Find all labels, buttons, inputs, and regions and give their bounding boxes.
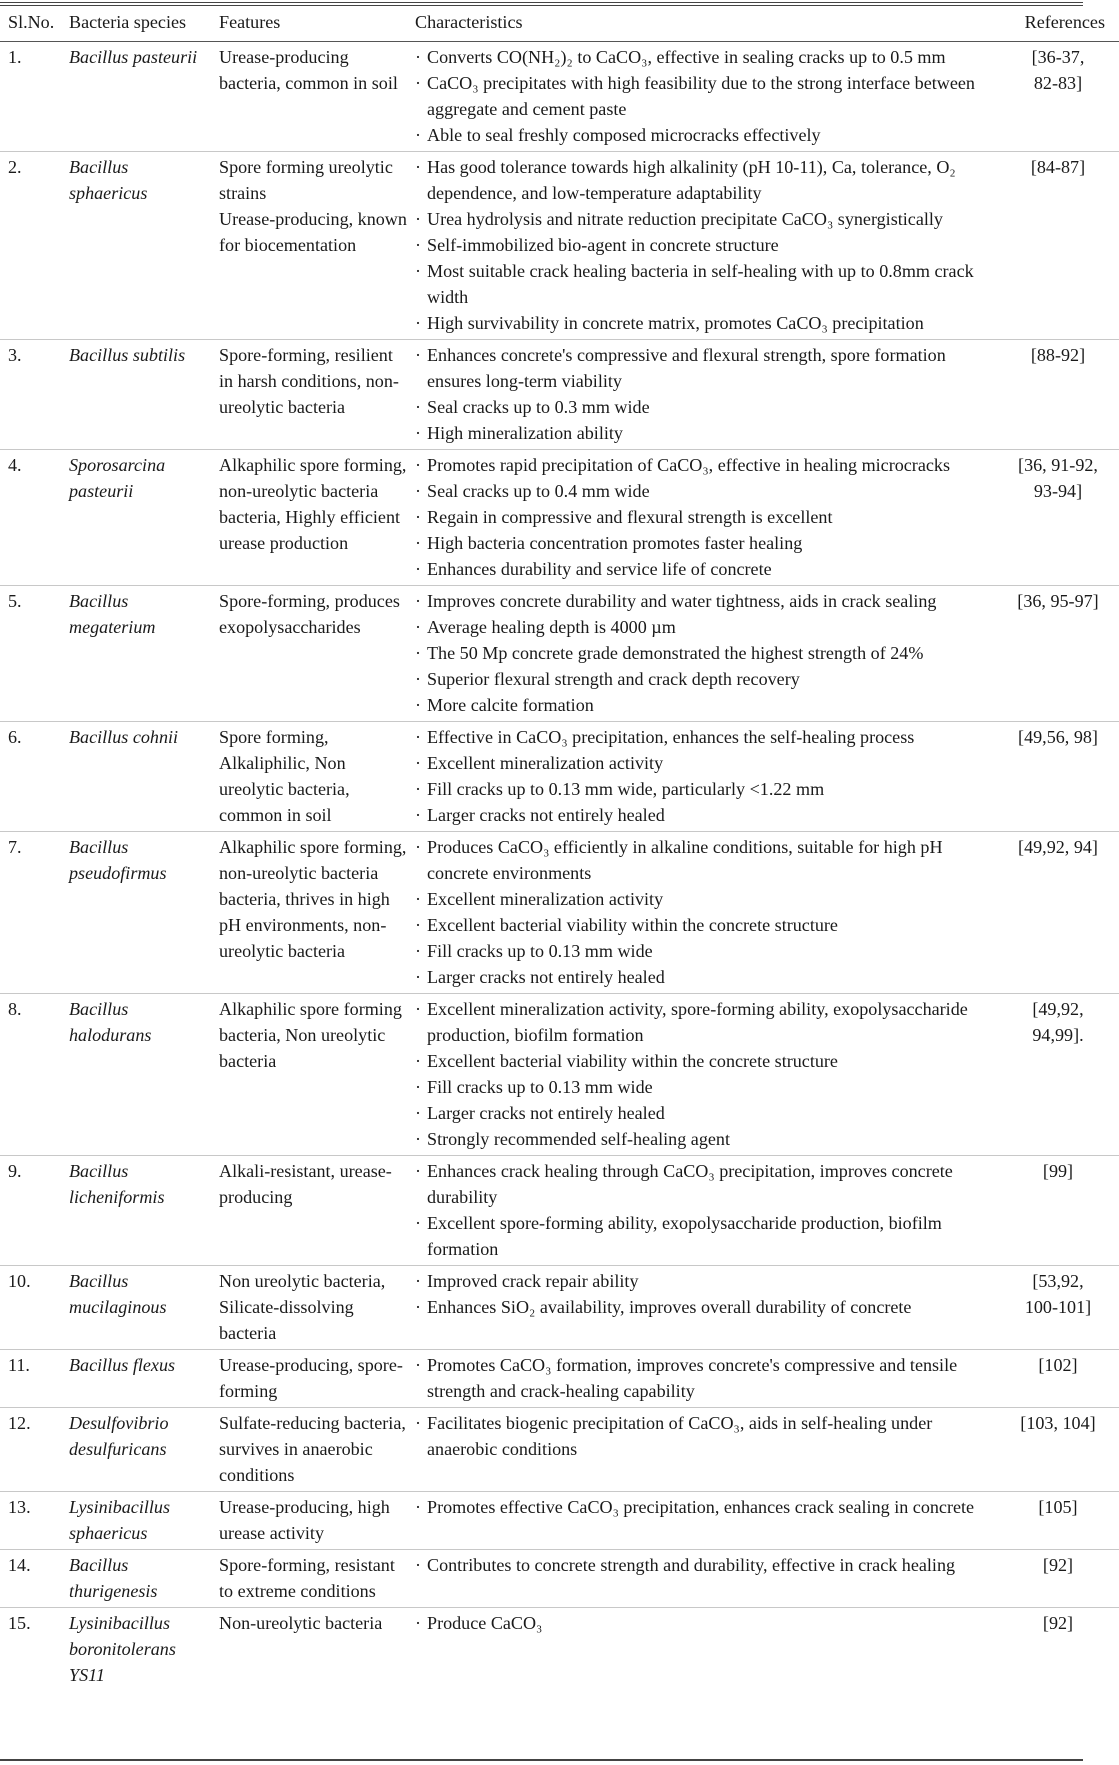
references-cell: [92] bbox=[997, 1550, 1119, 1608]
table-row bbox=[0, 832, 1119, 994]
species-name: Bacillus halodurans bbox=[69, 994, 211, 1156]
header-species: Bacteria species bbox=[69, 9, 211, 42]
characteristic-item: · CaCO₃ precipitates with high feasibility due to the strong interface between aggregate and cement paste bbox=[415, 70, 997, 122]
characteristics-cell bbox=[409, 1492, 997, 1550]
row-number: 6. bbox=[0, 722, 69, 832]
characteristics-list bbox=[415, 1158, 997, 1262]
characteristic-item: · Excellent mineralization activity, spore-forming ability, exopolysaccharide production, biofilm formation bbox=[415, 996, 997, 1048]
references-cell: [102] bbox=[997, 1350, 1119, 1408]
characteristics-list bbox=[415, 1410, 997, 1462]
characteristic-item: · The 50 Mp concrete grade demonstrated the highest strength of 24% bbox=[415, 640, 997, 666]
characteristic-item: · Larger cracks not entirely healed bbox=[415, 1100, 997, 1126]
features-cell: Spore-forming, resistant to extreme conditions bbox=[211, 1550, 409, 1608]
characteristics-list bbox=[415, 342, 997, 446]
features-cell: Non ureolytic bacteria, Silicate-dissolving bacteria bbox=[211, 1266, 409, 1350]
header-row bbox=[0, 9, 1119, 42]
characteristic-item: · Effective in CaCO₃ precipitation, enhances the self-healing process bbox=[415, 724, 997, 750]
characteristic-item: · Most suitable crack healing bacteria in self-healing with up to 0.8mm crack width bbox=[415, 258, 997, 310]
species-name: Bacillus flexus bbox=[69, 1350, 211, 1408]
table-header bbox=[0, 9, 1119, 42]
table-row bbox=[0, 42, 1119, 152]
row-number: 14. bbox=[0, 1550, 69, 1608]
characteristics-list bbox=[415, 1610, 997, 1636]
characteristics-list bbox=[415, 1352, 997, 1404]
table-row bbox=[0, 450, 1119, 586]
row-number: 1. bbox=[0, 42, 69, 152]
characteristics-cell bbox=[409, 1408, 997, 1492]
characteristics-list bbox=[415, 724, 997, 828]
species-name: Desulfovibrio desulfuricans bbox=[69, 1408, 211, 1492]
table-row bbox=[0, 1550, 1119, 1608]
species-name: Bacillus subtilis bbox=[69, 340, 211, 450]
references-cell: [36, 91-92, 93-94] bbox=[997, 450, 1119, 586]
characteristic-item: · Urea hydrolysis and nitrate reduction precipitate CaCO₃ synergistically bbox=[415, 206, 997, 232]
characteristic-item: · Enhances crack healing through CaCO₃ precipitation, improves concrete durability bbox=[415, 1158, 997, 1210]
table-row bbox=[0, 722, 1119, 832]
characteristic-item: · Seal cracks up to 0.4 mm wide bbox=[415, 478, 997, 504]
characteristics-cell bbox=[409, 586, 997, 722]
references-cell: [88-92] bbox=[997, 340, 1119, 450]
row-number: 4. bbox=[0, 450, 69, 586]
references-cell: [84-87] bbox=[997, 152, 1119, 340]
table-row bbox=[0, 1608, 1119, 1692]
characteristics-cell bbox=[409, 42, 997, 152]
references-cell: [49,92, 94,99]. bbox=[997, 994, 1119, 1156]
species-name: Sporosarcina pasteurii bbox=[69, 450, 211, 586]
references-cell: [103, 104] bbox=[997, 1408, 1119, 1492]
characteristic-item: · Larger cracks not entirely healed bbox=[415, 802, 997, 828]
features-cell: Urease-producing, spore-forming bbox=[211, 1350, 409, 1408]
characteristics-cell bbox=[409, 994, 997, 1156]
characteristic-item: · Facilitates biogenic precipitation of CaCO₃, aids in self-healing under anaerobic conditions bbox=[415, 1410, 997, 1462]
species-name: Bacillus megaterium bbox=[69, 586, 211, 722]
header-features: Features bbox=[211, 9, 409, 42]
row-number: 10. bbox=[0, 1266, 69, 1350]
references-cell: [36, 95-97] bbox=[997, 586, 1119, 722]
features-cell: Alkaphilic spore forming, non-ureolytic bacteria bacteria, thrives in high pH environments, non-ureolytic bacteria bbox=[211, 832, 409, 994]
table-row bbox=[0, 1350, 1119, 1408]
characteristics-cell bbox=[409, 1156, 997, 1266]
row-number: 2. bbox=[0, 152, 69, 340]
table-row bbox=[0, 586, 1119, 722]
species-name: Bacillus licheniformis bbox=[69, 1156, 211, 1266]
characteristic-item: · Average healing depth is 4000 µm bbox=[415, 614, 997, 640]
header-references: References bbox=[997, 9, 1119, 42]
characteristic-item: · Fill cracks up to 0.13 mm wide, particularly <1.22 mm bbox=[415, 776, 997, 802]
references-cell: [49,56, 98] bbox=[997, 722, 1119, 832]
characteristic-item: · Promotes rapid precipitation of CaCO₃, effective in healing microcracks bbox=[415, 452, 997, 478]
characteristics-cell bbox=[409, 152, 997, 340]
features-cell: Alkali-resistant, urease-producing bbox=[211, 1156, 409, 1266]
table-row bbox=[0, 1408, 1119, 1492]
characteristic-item: · Excellent mineralization activity bbox=[415, 886, 997, 912]
characteristic-item: · Regain in compressive and flexural strength is excellent bbox=[415, 504, 997, 530]
references-cell: [53,92, 100-101] bbox=[997, 1266, 1119, 1350]
row-number: 7. bbox=[0, 832, 69, 994]
features-cell: Alkaphilic spore forming, non-ureolytic bacteria bacteria, Highly efficient urease production bbox=[211, 450, 409, 586]
table-row bbox=[0, 340, 1119, 450]
characteristic-item: · Promotes effective CaCO₃ precipitation, enhances crack sealing in concrete bbox=[415, 1494, 997, 1520]
characteristic-item: · Strongly recommended self-healing agent bbox=[415, 1126, 997, 1152]
table-row bbox=[0, 1266, 1119, 1350]
characteristic-item: · Able to seal freshly composed microcracks effectively bbox=[415, 122, 997, 148]
characteristics-cell bbox=[409, 1350, 997, 1408]
species-name: Bacillus thurigenesis bbox=[69, 1550, 211, 1608]
characteristic-item: · Has good tolerance towards high alkalinity (pH 10-11), Ca, tolerance, O₂ dependence, and low-temperature adaptability bbox=[415, 154, 997, 206]
references-cell: [36-37, 82-83] bbox=[997, 42, 1119, 152]
characteristic-item: · Fill cracks up to 0.13 mm wide bbox=[415, 1074, 997, 1100]
characteristic-item: · Excellent mineralization activity bbox=[415, 750, 997, 776]
top-rule-outer bbox=[0, 2, 1083, 3]
references-cell: [49,92, 94] bbox=[997, 832, 1119, 994]
characteristics-cell bbox=[409, 450, 997, 586]
characteristic-item: · Improves concrete durability and water tightness, aids in crack sealing bbox=[415, 588, 997, 614]
species-name: Bacillus mucilaginous bbox=[69, 1266, 211, 1350]
characteristic-item: · Excellent bacterial viability within the concrete structure bbox=[415, 1048, 997, 1074]
characteristic-item: · Seal cracks up to 0.3 mm wide bbox=[415, 394, 997, 420]
row-number: 5. bbox=[0, 586, 69, 722]
characteristics-cell bbox=[409, 832, 997, 994]
characteristics-cell bbox=[409, 1550, 997, 1608]
row-number: 12. bbox=[0, 1408, 69, 1492]
characteristics-cell bbox=[409, 722, 997, 832]
features-cell: Urease-producing, high urease activity bbox=[211, 1492, 409, 1550]
characteristic-item: · Improved crack repair ability bbox=[415, 1268, 997, 1294]
species-name: Bacillus cohnii bbox=[69, 722, 211, 832]
characteristic-item: · More calcite formation bbox=[415, 692, 997, 718]
features-cell: Non-ureolytic bacteria bbox=[219, 1613, 383, 1633]
row-number: 8. bbox=[0, 994, 69, 1156]
characteristic-item: · Larger cracks not entirely healed bbox=[415, 964, 997, 990]
characteristic-item: · High bacteria concentration promotes faster healing bbox=[415, 530, 997, 556]
bottom-rule bbox=[0, 1759, 1083, 1761]
characteristics-list bbox=[415, 588, 997, 718]
characteristic-item: · High survivability in concrete matrix, promotes CaCO₃ precipitation bbox=[415, 310, 997, 336]
characteristics-cell bbox=[409, 1266, 997, 1350]
characteristics-list bbox=[415, 1268, 997, 1320]
table-row bbox=[0, 1156, 1119, 1266]
characteristic-item: · Contributes to concrete strength and durability, effective in crack healing bbox=[415, 1552, 997, 1578]
table-row bbox=[0, 994, 1119, 1156]
characteristic-item: · Produce CaCO₃ bbox=[415, 1610, 997, 1636]
characteristic-item: · Enhances durability and service life of concrete bbox=[415, 556, 997, 582]
characteristics-list bbox=[415, 1552, 997, 1578]
bacteria-table bbox=[0, 9, 1119, 1691]
characteristic-item: · Excellent bacterial viability within the concrete structure bbox=[415, 912, 997, 938]
characteristic-item: · Fill cracks up to 0.13 mm wide bbox=[415, 938, 997, 964]
characteristics-list bbox=[415, 834, 997, 990]
species-name: Bacillus pseudofirmus bbox=[69, 832, 211, 994]
row-number: 3. bbox=[0, 340, 69, 450]
features-cell: Alkaphilic spore forming bacteria, Non ureolytic bacteria bbox=[211, 994, 409, 1156]
characteristics-list bbox=[415, 452, 997, 582]
characteristic-item: · Enhances SiO₂ availability, improves overall durability of concrete bbox=[415, 1294, 997, 1320]
features-cell: Sulfate-reducing bacteria, survives in anaerobic conditions bbox=[211, 1408, 409, 1492]
characteristic-item: · Produces CaCO₃ efficiently in alkaline conditions, suitable for high pH concrete environments bbox=[415, 834, 997, 886]
references-cell: [99] bbox=[997, 1156, 1119, 1266]
characteristics-list bbox=[415, 154, 997, 336]
characteristics-cell bbox=[409, 1608, 997, 1692]
references-cell: [92] bbox=[1042, 1613, 1074, 1633]
features-cell: Spore forming ureolytic strains Urease-producing, known for biocementation bbox=[211, 152, 409, 340]
species-name: Bacillus pasteurii bbox=[69, 42, 211, 152]
row-number: 15. bbox=[8, 1613, 31, 1633]
references-cell: [105] bbox=[997, 1492, 1119, 1550]
characteristic-item: · Excellent spore-forming ability, exopolysaccharide production, biofilm formation bbox=[415, 1210, 997, 1262]
characteristic-item: · Promotes CaCO₃ formation, improves concrete's compressive and tensile strength and crack-healing capability bbox=[415, 1352, 997, 1404]
characteristic-item: · Converts CO(NH₂)₂ to CaCO₃, effective in sealing cracks up to 0.5 mm bbox=[415, 44, 997, 70]
features-cell: Spore-forming, produces exopolysaccharides bbox=[211, 586, 409, 722]
features-cell: Urease-producing bacteria, common in soil bbox=[211, 42, 409, 152]
characteristic-item: · Superior flexural strength and crack depth recovery bbox=[415, 666, 997, 692]
species-name: Bacillus sphaericus bbox=[69, 152, 211, 340]
species-name: Lysinibacillus boronitolerans YS11 bbox=[69, 1613, 176, 1685]
characteristics-list bbox=[415, 1494, 997, 1520]
top-rule-inner bbox=[0, 5, 1083, 6]
table-body bbox=[0, 42, 1119, 1692]
table-row bbox=[0, 1492, 1119, 1550]
row-number: 11. bbox=[0, 1350, 69, 1408]
row-number: 9. bbox=[0, 1156, 69, 1266]
header-characteristics: Characteristics bbox=[409, 9, 997, 42]
characteristic-item: · Enhances concrete's compressive and flexural strength, spore formation ensures long-term viability bbox=[415, 342, 997, 394]
species-name: Lysinibacillus sphaericus bbox=[69, 1492, 211, 1550]
characteristics-cell bbox=[409, 340, 997, 450]
table-row bbox=[0, 152, 1119, 340]
characteristics-list bbox=[415, 996, 997, 1152]
features-cell: Spore forming, Alkaliphilic, Non ureolytic bacteria, common in soil bbox=[211, 722, 409, 832]
row-number: 13. bbox=[0, 1492, 69, 1550]
characteristic-item: · High mineralization ability bbox=[415, 420, 997, 446]
features-cell: Spore-forming, resilient in harsh conditions, non-ureolytic bacteria bbox=[211, 340, 409, 450]
characteristics-list bbox=[415, 44, 997, 148]
header-no: Sl.No. bbox=[0, 9, 69, 42]
characteristic-item: · Self-immobilized bio-agent in concrete structure bbox=[415, 232, 997, 258]
